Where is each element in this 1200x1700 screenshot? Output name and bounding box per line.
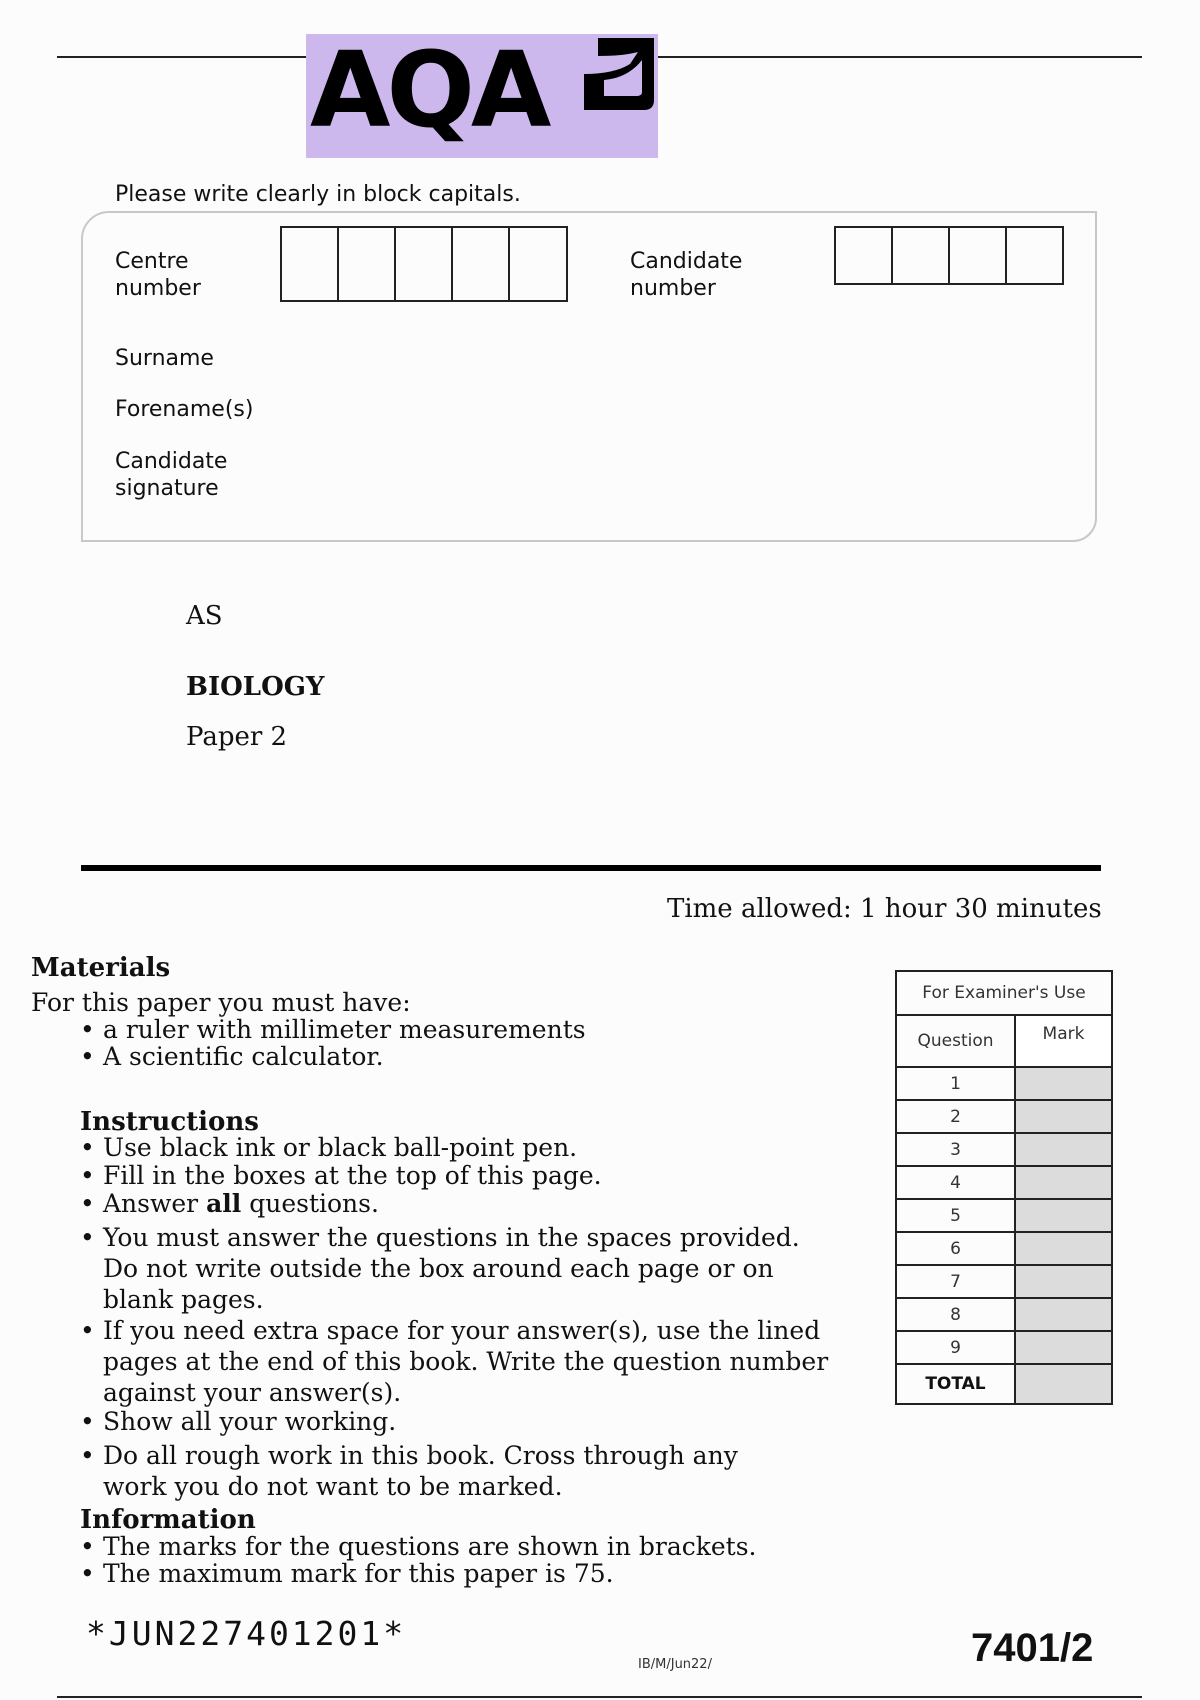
question-number: 6 (896, 1232, 1015, 1265)
materials-intro: For this paper you must have: (31, 988, 411, 1017)
question-number: 7 (896, 1265, 1015, 1298)
section-divider (81, 865, 1101, 871)
table-row (896, 1298, 1112, 1331)
instructions-list (80, 1134, 893, 1502)
materials-list (80, 1016, 780, 1070)
candidate-number-box[interactable] (950, 228, 1007, 283)
mark-cell[interactable] (1015, 1199, 1112, 1232)
question-number: 3 (896, 1133, 1015, 1166)
aqa-logo (306, 29, 658, 158)
aqa-swoosh-icon (584, 34, 658, 116)
paper-code: 7401/2 (971, 1626, 1094, 1670)
list-item: • A scientific calculator. (80, 1043, 780, 1070)
forenames-field[interactable] (280, 388, 1070, 428)
total-row (896, 1364, 1112, 1404)
table-row (896, 1133, 1112, 1166)
total-label: TOTAL (896, 1364, 1015, 1404)
mark-cell[interactable] (1015, 1133, 1112, 1166)
table-row (896, 1331, 1112, 1364)
candidate-number-box[interactable] (893, 228, 950, 283)
information-list (80, 1533, 840, 1587)
question-number: 9 (896, 1331, 1015, 1364)
candidate-number-box[interactable] (1007, 228, 1062, 283)
block-capitals-instruction: Please write clearly in block capitals. (115, 182, 521, 207)
logo-text: AQA (310, 29, 548, 151)
table-row (896, 1166, 1112, 1199)
list-item: • The maximum mark for this paper is 75. (80, 1560, 840, 1587)
question-number: 8 (896, 1298, 1015, 1331)
top-rule-right (656, 56, 1142, 58)
candidate-number-input[interactable] (834, 226, 1064, 285)
time-allowed: Time allowed: 1 hour 30 minutes (667, 894, 1102, 924)
table-row (896, 1199, 1112, 1232)
surname-label: Surname (115, 346, 214, 371)
examiner-table-title: For Examiner's Use (896, 971, 1112, 1015)
candidate-number-label: Candidate number (630, 249, 743, 301)
paper-number: Paper 2 (186, 722, 288, 752)
centre-number-box[interactable] (396, 228, 453, 300)
list-item: • You must answer the questions in the spaces provided. Do not write outside the box around each page or on blank pages. (80, 1222, 803, 1315)
list-item: • Answer all questions. (80, 1190, 863, 1218)
centre-number-input[interactable] (280, 226, 568, 302)
barcode-text: *JUN227401201* (86, 1614, 407, 1653)
bottom-rule (57, 1696, 1142, 1698)
mark-cell[interactable] (1015, 1298, 1112, 1331)
table-row (896, 1265, 1112, 1298)
question-column-header: Question (896, 1015, 1015, 1067)
mark-cell[interactable] (1015, 1166, 1112, 1199)
materials-heading: Materials (31, 953, 171, 983)
instructions-heading: Instructions (80, 1107, 259, 1137)
table-row (896, 1232, 1112, 1265)
list-item: • The marks for the questions are shown in brackets. (80, 1533, 840, 1560)
subject-title: BIOLOGY (186, 672, 325, 702)
question-number: 1 (896, 1067, 1015, 1100)
information-heading: Information (80, 1505, 256, 1535)
total-mark-cell[interactable] (1015, 1364, 1112, 1404)
table-row (896, 1100, 1112, 1133)
question-number: 4 (896, 1166, 1015, 1199)
forenames-label: Forename(s) (115, 397, 254, 422)
mark-cell[interactable] (1015, 1331, 1112, 1364)
mark-column-header: Mark (1015, 1015, 1112, 1067)
list-item: • Fill in the boxes at the top of this page. (80, 1162, 863, 1190)
candidate-number-box[interactable] (836, 228, 893, 283)
centre-number-box[interactable] (510, 228, 566, 300)
mark-cell[interactable] (1015, 1265, 1112, 1298)
list-item: • Use black ink or black ball-point pen. (80, 1134, 863, 1162)
table-row (896, 1067, 1112, 1100)
signature-field[interactable] (280, 445, 1070, 500)
centre-number-box[interactable] (282, 228, 339, 300)
mark-cell[interactable] (1015, 1067, 1112, 1100)
list-item: • a ruler with millimeter measurements (80, 1016, 780, 1043)
examiner-use-table (895, 970, 1113, 1405)
mark-cell[interactable] (1015, 1232, 1112, 1265)
centre-number-label: Centre number (115, 249, 201, 301)
centre-number-box[interactable] (453, 228, 510, 300)
question-number: 5 (896, 1199, 1015, 1232)
list-item: • If you need extra space for your answer(s), use the lined pages at the end of this book. Write the question number against your answer(s). (80, 1315, 893, 1408)
reference-code: IB/M/Jun22/ (638, 1657, 712, 1672)
top-rule-left (57, 56, 309, 58)
question-number: 2 (896, 1100, 1015, 1133)
level-label: AS (186, 601, 223, 631)
list-item: • Show all your working. (80, 1408, 863, 1436)
surname-field[interactable] (280, 338, 1070, 378)
signature-label: Candidate signature (115, 449, 228, 501)
list-item: • Do all rough work in this book. Cross through any work you do not want to be marked. (80, 1440, 803, 1502)
centre-number-box[interactable] (339, 228, 396, 300)
mark-cell[interactable] (1015, 1100, 1112, 1133)
